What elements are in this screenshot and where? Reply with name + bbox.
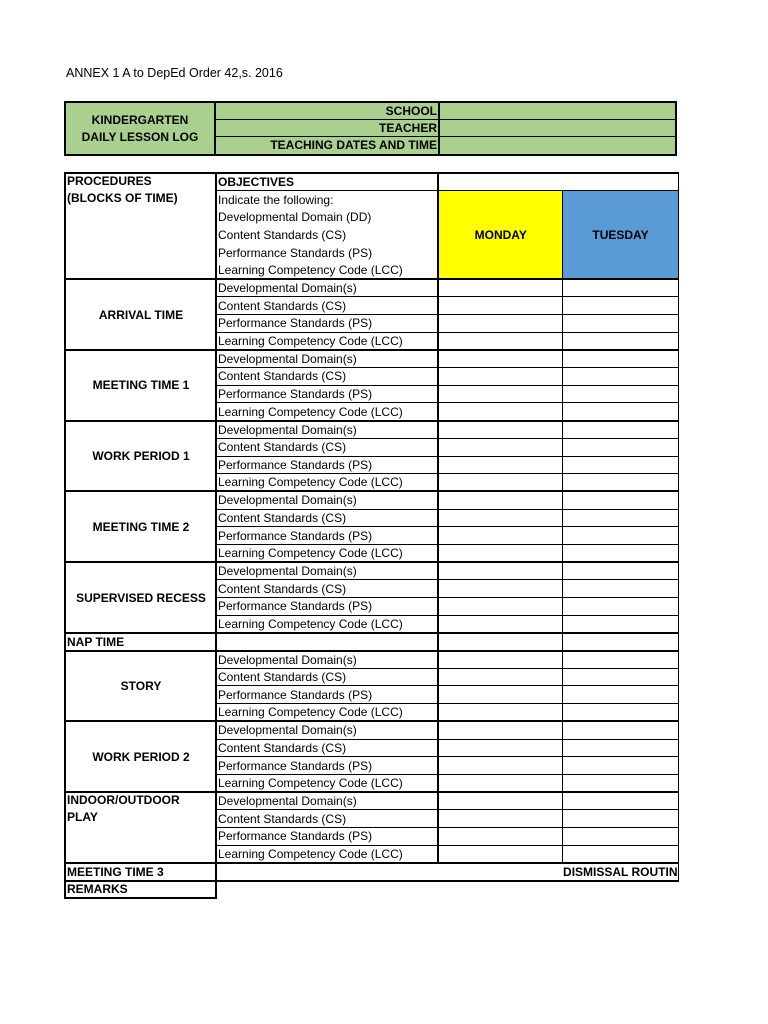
entry-cell[interactable] (438, 297, 562, 315)
objective-row: Content Standards (CS) (216, 810, 438, 828)
entry-cell[interactable] (438, 704, 562, 722)
entry-cell[interactable] (562, 704, 678, 722)
entry-cell[interactable] (562, 792, 678, 810)
entry-cell[interactable] (562, 598, 678, 616)
entry-cell[interactable] (438, 810, 562, 828)
log-title-line2: DAILY LESSON LOG (81, 129, 199, 144)
lesson-log-table (64, 172, 679, 899)
entry-cell[interactable] (562, 544, 678, 562)
block-meeting-time-2: MEETING TIME 2 (65, 491, 216, 562)
objective-row: Developmental Domain(s) (216, 792, 438, 810)
entry-cell[interactable] (438, 315, 562, 333)
objective-row: Learning Competency Code (LCC) (216, 615, 438, 633)
entry-cell[interactable] (562, 350, 678, 368)
entry-cell[interactable] (438, 580, 562, 598)
teacher-label: TEACHER (378, 121, 437, 135)
entry-cell[interactable] (562, 580, 678, 598)
entry-cell[interactable] (562, 421, 678, 439)
objective-row: Content Standards (CS) (216, 368, 438, 386)
entry-cell[interactable] (562, 739, 678, 757)
block-indoor-outdoor-play-line: INDOOR/OUTDOOR (67, 793, 180, 808)
entry-cell[interactable] (562, 491, 678, 509)
objective-row: Performance Standards (PS) (216, 385, 438, 403)
objective-row: Content Standards (CS) (216, 509, 438, 527)
school-row (216, 103, 675, 120)
objective-row: Performance Standards (PS) (216, 686, 438, 704)
remarks-area[interactable] (216, 881, 678, 899)
objective-row: Developmental Domain(s) (216, 279, 438, 297)
objectives-line: Learning Competency Code (LCC) (216, 261, 438, 279)
entry-cell[interactable] (562, 456, 678, 474)
procedures-header-line2: (BLOCKS OF TIME) (67, 191, 178, 205)
entry-cell[interactable] (562, 757, 678, 775)
objectives-header: OBJECTIVES (216, 173, 438, 191)
dismissal-routine: DISMISSAL ROUTIN (216, 863, 678, 881)
block-supervised-recess: SUPERVISED RECESS (65, 562, 216, 633)
objective-row: Performance Standards (PS) (216, 757, 438, 775)
entry-cell[interactable] (438, 368, 562, 386)
entry-cell[interactable] (562, 721, 678, 739)
entry-cell[interactable] (438, 845, 562, 863)
objective-row: Learning Competency Code (LCC) (216, 403, 438, 421)
entry-cell[interactable] (438, 668, 562, 686)
entry-cell[interactable] (438, 792, 562, 810)
teacher-field[interactable] (438, 120, 675, 137)
objective-row: Developmental Domain(s) (216, 562, 438, 580)
entry-cell[interactable] (562, 651, 678, 669)
entry-cell[interactable] (562, 474, 678, 492)
dates-label: TEACHING DATES AND TIME (270, 138, 437, 152)
objectives-line: Performance Standards (PS) (216, 244, 438, 262)
entry-cell[interactable] (438, 527, 562, 545)
objective-row: Content Standards (CS) (216, 297, 438, 315)
day-tuesday: TUESDAY (562, 191, 678, 279)
entry-cell[interactable] (562, 615, 678, 633)
objective-row: Learning Competency Code (LCC) (216, 332, 438, 350)
entry-cell[interactable] (438, 332, 562, 350)
objective-row: Content Standards (CS) (216, 739, 438, 757)
entry-cell[interactable] (438, 544, 562, 562)
dates-field[interactable] (438, 137, 675, 154)
header-block (64, 101, 677, 156)
entry-cell[interactable] (438, 562, 562, 580)
objective-row: Performance Standards (PS) (216, 827, 438, 845)
entry-cell[interactable] (562, 509, 678, 527)
entry-cell[interactable] (438, 598, 562, 616)
procedures-header (65, 173, 216, 279)
entry-cell[interactable] (562, 686, 678, 704)
entry-cell[interactable] (438, 474, 562, 492)
objective-row: Developmental Domain(s) (216, 350, 438, 368)
entry-cell[interactable] (438, 757, 562, 775)
entry-cell[interactable] (438, 421, 562, 439)
teacher-row (216, 120, 675, 137)
entry-cell[interactable] (438, 615, 562, 633)
block-remarks: REMARKS (65, 881, 216, 899)
entry-cell[interactable] (562, 562, 678, 580)
objective-row: Performance Standards (PS) (216, 456, 438, 474)
entry-cell[interactable] (438, 403, 562, 421)
entry-cell[interactable] (438, 491, 562, 509)
log-title (66, 103, 216, 154)
objective-row: Content Standards (CS) (216, 438, 438, 456)
block-meeting-time-1: MEETING TIME 1 (65, 350, 216, 421)
objectives-line: Indicate the following: (216, 191, 438, 209)
entry-cell[interactable] (438, 350, 562, 368)
objective-row: Learning Competency Code (LCC) (216, 774, 438, 792)
entry-cell[interactable] (562, 438, 678, 456)
objective-row: Learning Competency Code (LCC) (216, 845, 438, 863)
dates-row (216, 137, 675, 154)
block-meeting-time-3: MEETING TIME 3 (65, 863, 216, 881)
entry-cell[interactable] (438, 456, 562, 474)
objective-row (216, 633, 438, 651)
entry-cell[interactable] (438, 651, 562, 669)
objective-row: Learning Competency Code (LCC) (216, 544, 438, 562)
entry-cell[interactable] (562, 810, 678, 828)
entry-cell[interactable] (562, 845, 678, 863)
objective-row: Learning Competency Code (LCC) (216, 704, 438, 722)
entry-cell[interactable] (438, 686, 562, 704)
objective-row: Content Standards (CS) (216, 668, 438, 686)
days-header-top (438, 173, 678, 191)
objective-row: Learning Competency Code (LCC) (216, 474, 438, 492)
log-title-line1: KINDERGARTEN (91, 112, 189, 127)
entry-cell[interactable] (562, 527, 678, 545)
school-label: SCHOOL (385, 104, 437, 118)
entry-cell[interactable] (438, 721, 562, 739)
block-story: STORY (65, 651, 216, 722)
procedures-header-line1: PROCEDURES (67, 174, 152, 188)
entry-cell[interactable] (438, 279, 562, 297)
entry-cell[interactable] (438, 739, 562, 757)
objective-row: Performance Standards (PS) (216, 527, 438, 545)
objective-row: Developmental Domain(s) (216, 421, 438, 439)
entry-cell[interactable] (562, 668, 678, 686)
objectives-line: Developmental Domain (DD) (216, 208, 438, 226)
day-monday: MONDAY (438, 191, 562, 279)
entry-cell[interactable] (438, 774, 562, 792)
school-field[interactable] (438, 103, 675, 120)
objective-row: Developmental Domain(s) (216, 491, 438, 509)
entry-cell[interactable] (562, 633, 678, 651)
block-arrival-time: ARRIVAL TIME (65, 279, 216, 350)
entry-cell[interactable] (438, 633, 562, 651)
block-nap-time: NAP TIME (65, 633, 216, 651)
block-work-period-1: WORK PERIOD 1 (65, 421, 216, 492)
entry-cell[interactable] (562, 403, 678, 421)
objectives-line: Content Standards (CS) (216, 226, 438, 244)
entry-cell[interactable] (562, 315, 678, 333)
objective-row: Performance Standards (PS) (216, 315, 438, 333)
objective-row: Performance Standards (PS) (216, 598, 438, 616)
objective-row: Content Standards (CS) (216, 580, 438, 598)
entry-cell[interactable] (562, 774, 678, 792)
objective-row: Developmental Domain(s) (216, 721, 438, 739)
entry-cell[interactable] (562, 827, 678, 845)
entry-cell[interactable] (438, 438, 562, 456)
block-indoor-outdoor-play (65, 792, 216, 863)
block-work-period-2: WORK PERIOD 2 (65, 721, 216, 792)
block-indoor-outdoor-play-line: PLAY (67, 810, 98, 825)
entry-cell[interactable] (562, 385, 678, 403)
entry-cell[interactable] (562, 279, 678, 297)
entry-cell[interactable] (562, 332, 678, 350)
entry-cell[interactable] (562, 368, 678, 386)
annex-title: ANNEX 1 A to DepEd Order 42,s. 2016 (66, 66, 283, 80)
entry-cell[interactable] (438, 385, 562, 403)
entry-cell[interactable] (438, 509, 562, 527)
objective-row: Developmental Domain(s) (216, 651, 438, 669)
entry-cell[interactable] (562, 297, 678, 315)
entry-cell[interactable] (438, 827, 562, 845)
